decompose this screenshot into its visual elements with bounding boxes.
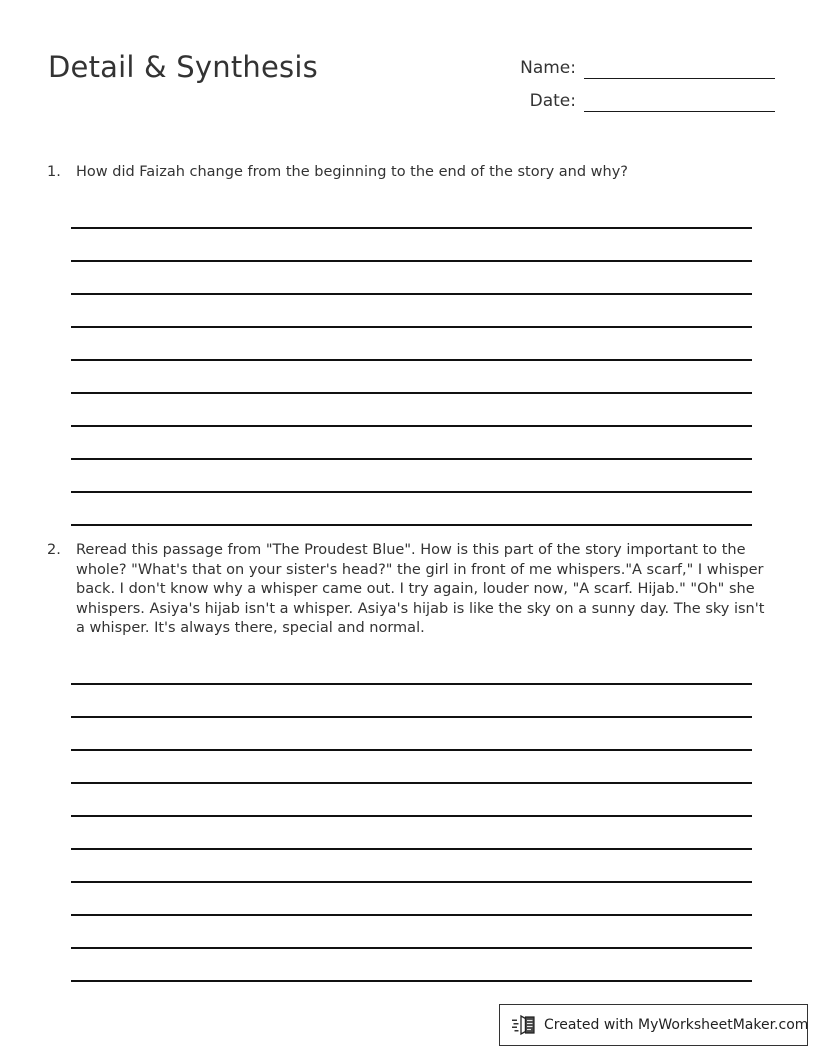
answer-line[interactable] [71, 718, 752, 751]
question-1-row [47, 163, 769, 183]
question-2-number: 2. [47, 542, 61, 558]
answer-line[interactable] [71, 394, 752, 427]
page-title: Detail & Synthesis [48, 50, 318, 84]
answer-line[interactable] [71, 262, 752, 295]
question-2-text: Reread this passage from "The Proudest Blue". How is this part of the story important to the whole? "What's that on your sister's head?" the girl in front of me whispers."A scarf," I whisper back. I don't know why a whisper came out. I try again, louder now, "A scarf. Hijab." "Oh" she whispers. Asiya's hijab isn't a whisper. Asiya's hijab is like the sky on a sunny day. The sky isn't a whisper. It's always there, special and normal. [76, 542, 765, 636]
answer-line[interactable] [71, 850, 752, 883]
name-input[interactable] [584, 58, 775, 79]
answer-line[interactable] [71, 196, 752, 229]
answer-line[interactable] [71, 493, 752, 526]
worksheet-header [0, 0, 816, 130]
myworksheetmaker-logo-icon [512, 1013, 538, 1037]
question-2-answer-area[interactable] [71, 652, 752, 982]
answer-line[interactable] [71, 427, 752, 460]
name-field-row [490, 46, 775, 79]
date-field-label: Date: [529, 91, 576, 111]
answer-line[interactable] [71, 817, 752, 850]
question-1 [47, 163, 769, 183]
name-field-label: Name: [520, 58, 576, 78]
footer-attribution-badge[interactable] [499, 1004, 808, 1046]
answer-line[interactable] [71, 751, 752, 784]
date-input[interactable] [584, 91, 775, 112]
question-1-answer-area[interactable] [71, 196, 752, 526]
question-1-number: 1. [47, 164, 61, 180]
answer-line[interactable] [71, 229, 752, 262]
name-date-block [490, 46, 775, 112]
answer-line[interactable] [71, 685, 752, 718]
answer-line[interactable] [71, 784, 752, 817]
date-field-row [490, 79, 775, 112]
answer-line[interactable] [71, 460, 752, 493]
answer-line[interactable] [71, 295, 752, 328]
question-1-text: How did Faizah change from the beginning to the end of the story and why? [76, 164, 628, 180]
answer-line[interactable] [71, 949, 752, 982]
answer-line[interactable] [71, 361, 752, 394]
answer-line[interactable] [71, 652, 752, 685]
question-2 [47, 541, 769, 639]
answer-line[interactable] [71, 916, 752, 949]
question-2-row [47, 541, 769, 639]
answer-line[interactable] [71, 328, 752, 361]
answer-line[interactable] [71, 883, 752, 916]
footer-attribution-text: Created with MyWorksheetMaker.com [544, 1017, 809, 1033]
